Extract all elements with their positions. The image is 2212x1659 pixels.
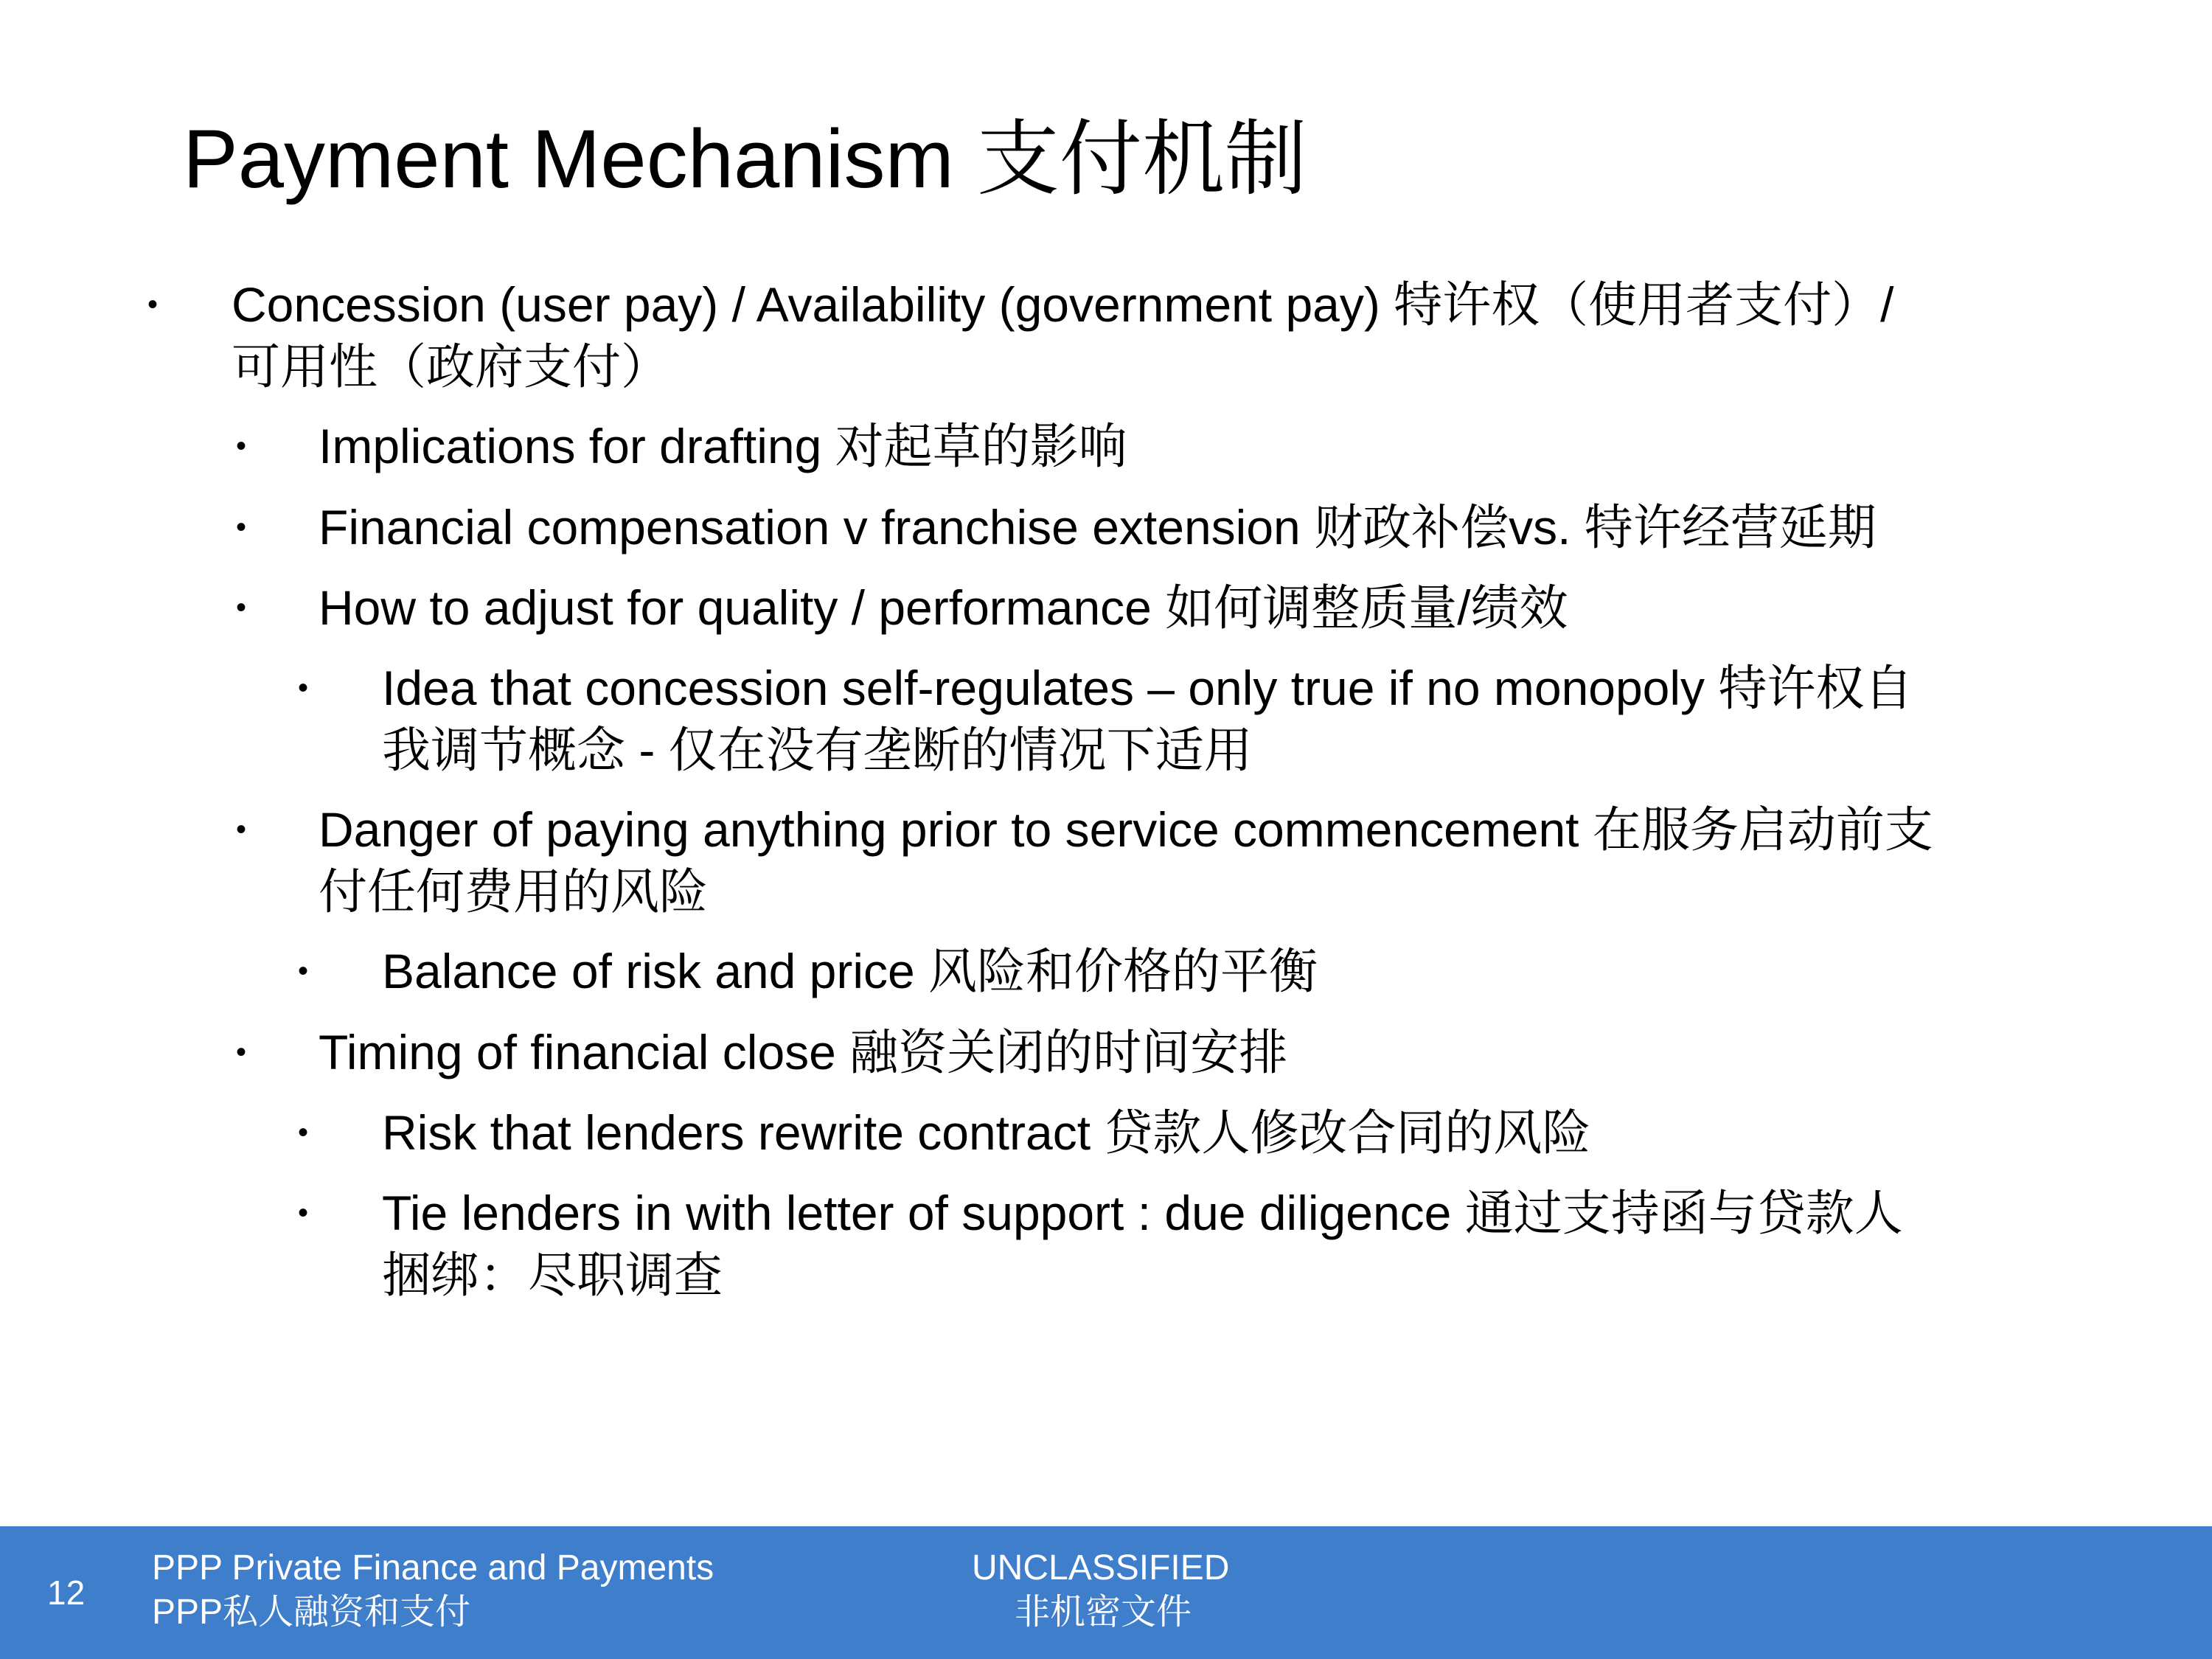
bullet-text-line: Concession (user pay) / Availability (government pay) 特许权（使用者支付）/ <box>232 277 1894 332</box>
slide-title-en: Payment Mechanism <box>183 113 954 205</box>
footer-classification-zh: 非机密文件 <box>1015 1593 1192 1632</box>
bullet-dot: • <box>236 813 247 846</box>
footer-course-zh: PPP私人融资和支付 <box>152 1593 471 1632</box>
page-number: 12 <box>47 1573 86 1612</box>
footer-course-en: PPP Private Finance and Payments <box>152 1548 714 1587</box>
footer-classification-en: UNCLASSIFIED <box>972 1548 1230 1587</box>
footer-bar <box>0 1526 2212 1659</box>
bullet-text-line: 付任何费用的风险 <box>319 864 708 919</box>
bullet-text-line: 捆绑：尽职调查 <box>382 1248 723 1302</box>
bullet-dot: • <box>147 288 159 321</box>
bullet-text-line: Balance of risk and price 风险和价格的平衡 <box>382 944 1318 998</box>
bullet-dot: • <box>298 672 309 704</box>
bullet-text-line: Idea that concession self-regulates – only true if no monopoly 特许权自 <box>382 661 1913 715</box>
bullet-dot: • <box>236 430 247 462</box>
bullet-dot: • <box>298 1197 309 1229</box>
bullet-text-line: Tie lenders in with letter of support : due diligence 通过支持函与贷款人 <box>382 1186 1903 1240</box>
bullet-text-line: Timing of financial close 融资关闭的时间安排 <box>319 1025 1288 1079</box>
bullet-text-line: 我调节概念 - 仅在没有垄断的情况下适用 <box>382 723 1253 777</box>
bullet-text-line: How to adjust for quality / performance 如何调整质量/绩效 <box>319 580 1568 635</box>
bullet-text-line: 可用性（政府支付） <box>232 339 669 394</box>
slide-title-zh: 支付机制 <box>976 111 1307 207</box>
bullet-text-line: Implications for drafting 对起草的影响 <box>319 419 1127 473</box>
bullet-text-line: Financial compensation v franchise extension 财政补偿vs. 特许经营延期 <box>319 500 1877 554</box>
bullet-dot: • <box>298 955 309 987</box>
bullet-text-line: Danger of paying anything prior to service commencement 在服务启动前支 <box>319 802 1933 857</box>
bullet-dot: • <box>236 1036 247 1068</box>
bullet-text-line: Risk that lenders rewrite contract 贷款人修改合同的风险 <box>382 1105 1591 1160</box>
bullet-dot: • <box>298 1116 309 1149</box>
bullet-dot: • <box>236 591 247 624</box>
bullet-dot: • <box>236 511 247 543</box>
